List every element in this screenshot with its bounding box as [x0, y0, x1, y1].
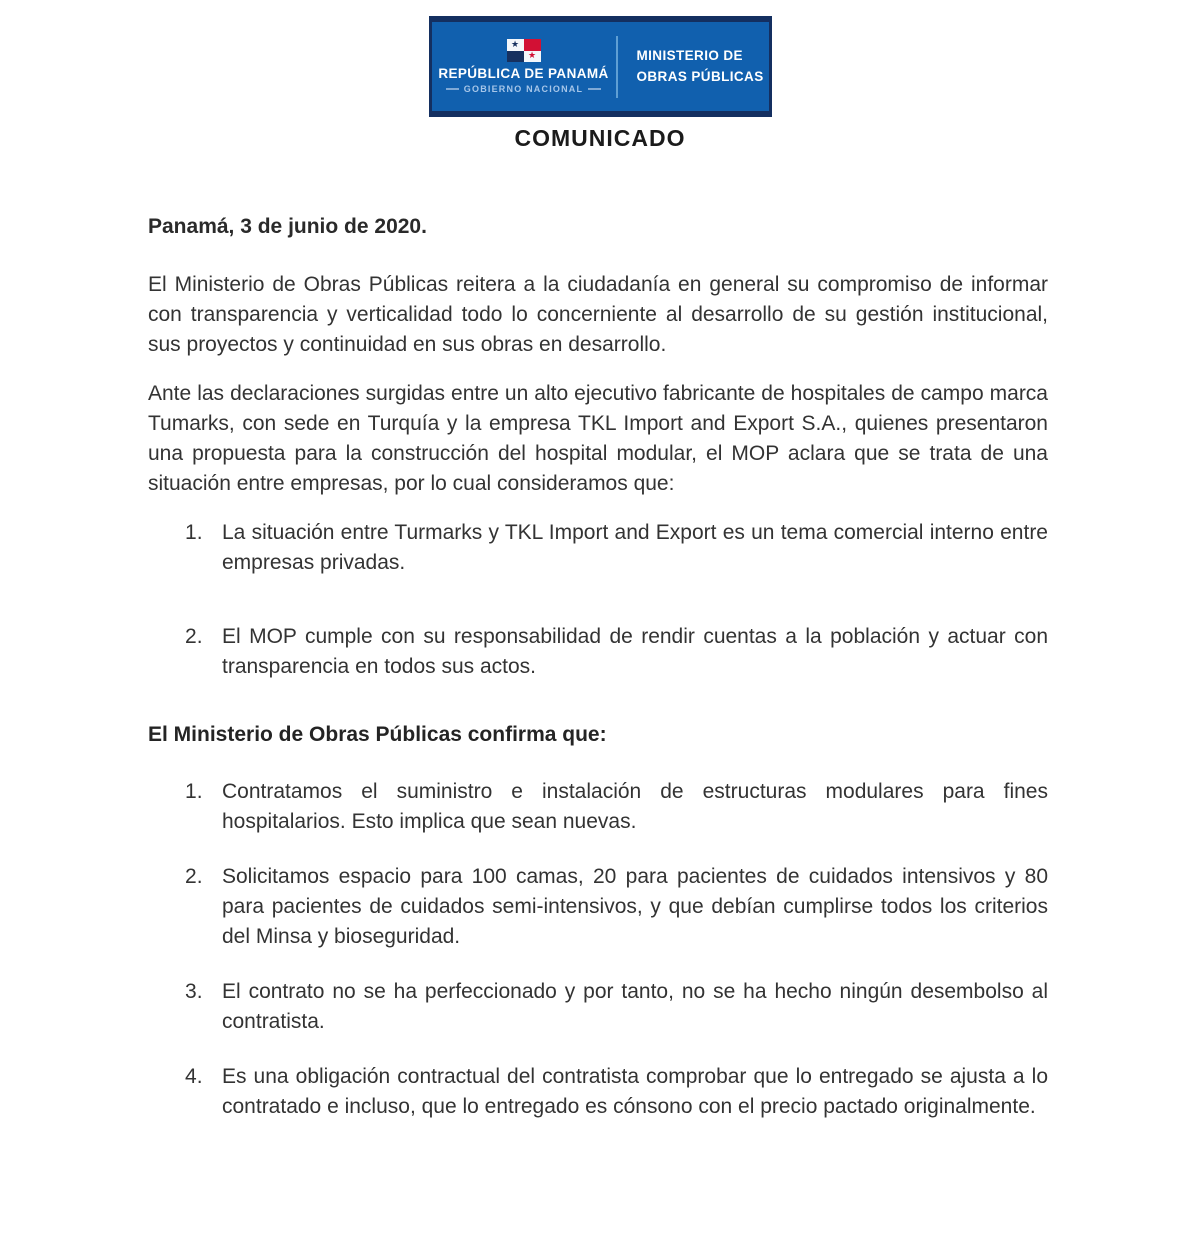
confirmation-list — [148, 777, 1048, 1122]
government-banner — [429, 16, 772, 117]
panama-flag-icon — [507, 39, 541, 62]
ministry-name-block — [618, 46, 764, 88]
consideration-list — [148, 518, 1048, 682]
ministry-line1: MINISTERIO DE — [636, 47, 743, 63]
list-item: Contratamos el suministro e instalación de estructuras modulares para fines hospitalarios. Esto implica que sean nuevas. — [222, 780, 1048, 833]
list-item: Es una obligación contractual del contratista comprobar que lo entregado se ajusta a lo contratado e incluso, que lo entregado es cónsono con el precio pactado originalmente. — [222, 1065, 1048, 1118]
blue-star-icon: ★ — [510, 38, 520, 49]
flag-quadrant-white-blue-star — [507, 39, 524, 51]
document-body — [148, 152, 1048, 1122]
red-star-icon: ★ — [527, 50, 537, 61]
context-paragraph: Ante las declaraciones surgidas entre un alto ejecutivo fabricante de hospitales de campo marca Tumarks, con sede en Turquía y la empresa TKL Import and Export S.A., quienes presentaron una propuesta para la construcción del hospital modular, el MOP aclara que se trata de una situación entre empresas, por lo cual consideramos que: — [148, 382, 1048, 495]
government-subtitle-text: GOBIERNO NACIONAL — [463, 84, 584, 94]
dash-decoration — [446, 88, 459, 90]
communique-page — [0, 16, 1200, 1122]
list-item: La situación entre Turmarks y TKL Import and Export es un tema comercial interno entre empresas privadas. — [222, 521, 1048, 574]
document-title: COMUNICADO — [514, 125, 686, 151]
date-line: Panamá, 3 de junio de 2020. — [148, 215, 427, 238]
dash-decoration — [588, 88, 601, 90]
banner-left-block — [432, 39, 616, 94]
list-item: El contrato no se ha perfeccionado y por tanto, no se ha hecho ningún desembolso al contratista. — [222, 980, 1048, 1033]
list-item: Solicitamos espacio para 100 camas, 20 para pacientes de cuidados intensivos y 80 para pacientes de cuidados semi-intensivos, y que debían cumplirse todos los criterios del Minsa y bioseguridad. — [222, 865, 1048, 948]
list-item: El MOP cumple con su responsabilidad de rendir cuentas a la población y actuar con transparencia en todos sus actos. — [222, 625, 1048, 678]
ministry-line2: OBRAS PÚBLICAS — [636, 68, 764, 84]
flag-quadrant-red — [524, 39, 541, 51]
intro-paragraph: El Ministerio de Obras Públicas reitera a la ciudadanía en general su compromiso de informar con transparencia y verticalidad todo lo concerniente al desarrollo de su gestión institucional, sus proyectos y continuidad en sus obras en desarrollo. — [148, 273, 1048, 356]
flag-quadrant-blue — [507, 51, 524, 63]
flag-quadrant-white-red-star — [524, 51, 541, 63]
confirmation-heading: El Ministerio de Obras Públicas confirma que: — [148, 723, 607, 746]
government-subtitle — [432, 84, 616, 94]
republic-title: REPÚBLICA DE PANAMÁ — [438, 66, 609, 81]
